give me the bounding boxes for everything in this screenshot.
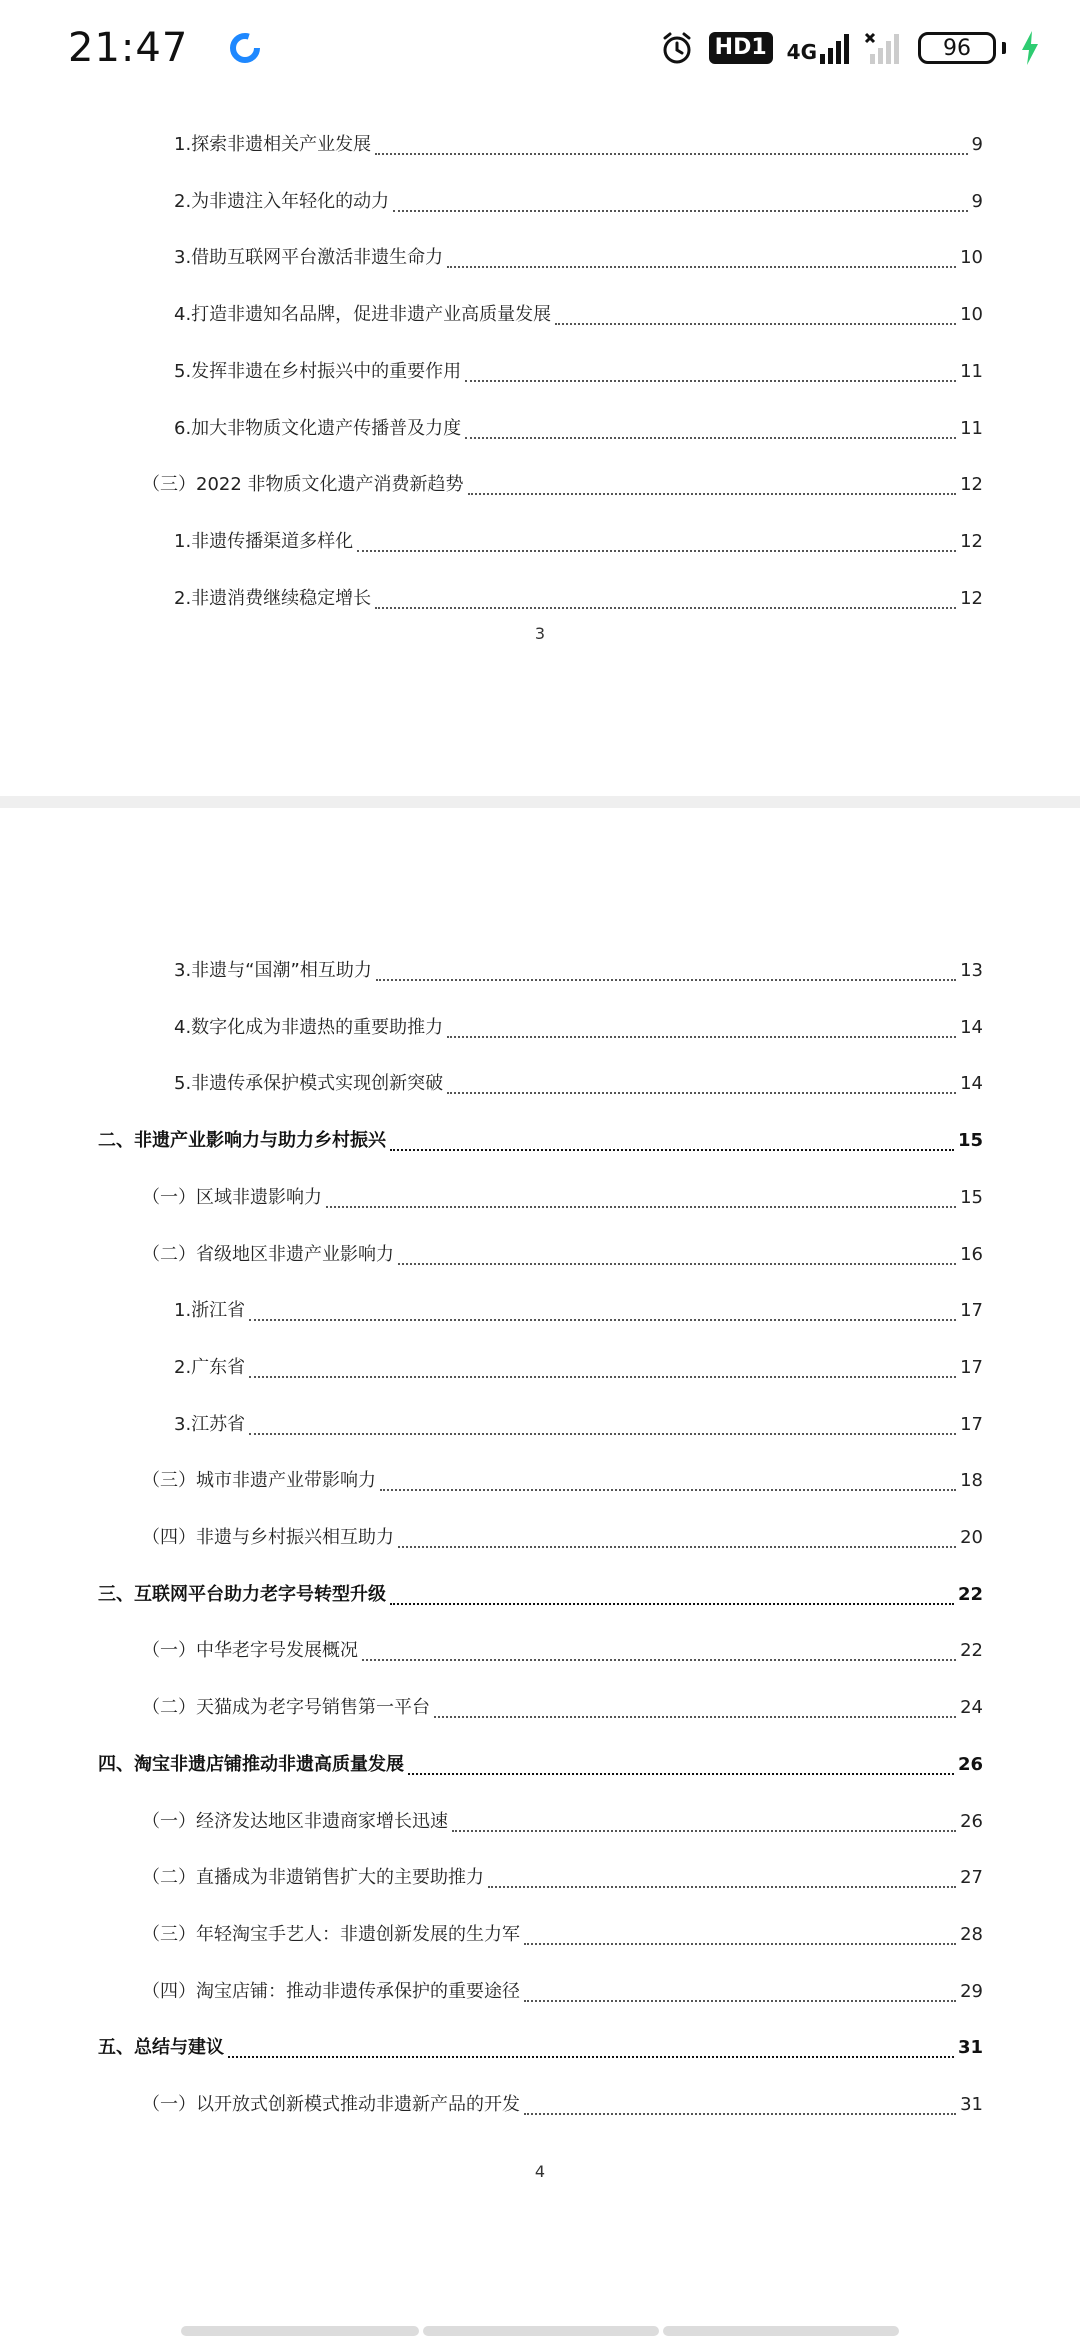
toc-entry[interactable] — [98, 1750, 983, 1776]
document-page-3 — [0, 96, 1080, 796]
horizontal-scrollbar[interactable] — [0, 2326, 1080, 2340]
toc-entry-page: 24 — [960, 1697, 983, 1719]
toc-entry-page: 26 — [960, 1810, 983, 1832]
toc-entry[interactable] — [98, 2033, 983, 2059]
toc-entry-title: 2.非遗消费继续稳定增长 — [174, 587, 372, 609]
battery-icon — [918, 32, 1006, 64]
document-page-4 — [0, 808, 1080, 2340]
toc-dot-leader — [555, 309, 956, 325]
toc-entry-page: 12 — [960, 530, 983, 552]
toc-entry[interactable] — [142, 1693, 983, 1719]
toc-entry-title: 3.非遗与“国潮”相互助力 — [174, 960, 372, 981]
toc-entry-title: （四）淘宝店铺：推动非遗传承保护的重要途径 — [142, 1980, 520, 2002]
toc-dot-leader — [452, 1816, 956, 1832]
toc-entry-page: 17 — [960, 1413, 983, 1435]
toc-entry-page: 15 — [957, 1130, 983, 1152]
alarm-icon — [659, 30, 695, 66]
signal-4g-icon — [787, 32, 850, 64]
toc-dot-leader — [228, 2042, 954, 2058]
toc-entry[interactable] — [142, 1920, 983, 1946]
toc-entry[interactable] — [142, 1240, 983, 1266]
toc-entry-title: （四）非遗与乡村振兴相互助力 — [142, 1527, 394, 1548]
toc-dot-leader — [468, 479, 957, 495]
toc-entry-title: 五、总结与建议 — [98, 2037, 224, 2059]
toc-entry-title: 二、非遗产业影响力与助力乡村振兴 — [98, 1130, 386, 1152]
toc-dot-leader — [375, 593, 956, 609]
toc-dot-leader — [447, 1022, 956, 1038]
signal-no-sim-icon — [864, 32, 904, 64]
toc-entry[interactable] — [142, 470, 983, 496]
toc-entry-page: 11 — [960, 417, 983, 439]
toc-dot-leader — [357, 536, 956, 552]
toc-entry-title: 1.浙江省 — [174, 1300, 246, 1322]
toc-entry[interactable] — [174, 130, 983, 156]
toc-entry-page: 14 — [960, 1016, 983, 1038]
toc-entry-title: （一）中华老字号发展概况 — [142, 1640, 358, 1662]
toc-entry-title: 4.数字化成为非遗热的重要助推力 — [174, 1016, 444, 1038]
hd-icon: HD1 — [709, 32, 773, 64]
toc-entry-title: 四、淘宝非遗店铺推动非遗高质量发展 — [98, 1753, 404, 1775]
toc-entry[interactable] — [142, 1523, 983, 1549]
toc-entry[interactable] — [142, 1183, 983, 1209]
toc-entry-title: （一）区域非遗影响力 — [142, 1186, 322, 1208]
toc-entry-title: 3.江苏省 — [174, 1413, 246, 1435]
toc-dot-leader — [488, 1872, 956, 1888]
toc-entry-page: 31 — [960, 2094, 983, 2115]
app-loading-icon — [228, 31, 262, 65]
toc-entry-title: （二）省级地区非遗产业影响力 — [142, 1243, 394, 1265]
toc-entry[interactable] — [174, 1296, 983, 1322]
toc-entry[interactable] — [174, 527, 983, 553]
battery-level: 96 — [943, 35, 971, 61]
toc-entry-page: 10 — [960, 247, 983, 269]
toc-entry-title: 2.为非遗注入年轻化的动力 — [174, 190, 390, 212]
toc-entry-page: 9 — [971, 190, 983, 212]
toc-dot-leader — [326, 1192, 956, 1208]
toc-dot-leader — [398, 1249, 956, 1265]
toc-dot-leader — [362, 1645, 956, 1661]
network-type-label: 4G — [786, 40, 817, 64]
toc-dot-leader — [375, 139, 967, 155]
toc-entry[interactable] — [174, 956, 983, 982]
toc-entry-page: 27 — [960, 1867, 983, 1889]
toc-entry[interactable] — [142, 2090, 983, 2116]
toc-entry-page: 26 — [957, 1753, 983, 1775]
toc-entry[interactable] — [142, 1636, 983, 1662]
charging-icon — [1020, 31, 1040, 65]
toc-entry-page: 14 — [960, 1073, 983, 1095]
toc-entry-page: 31 — [957, 2037, 983, 2059]
toc-dot-leader — [249, 1419, 956, 1435]
toc-dot-leader — [249, 1362, 956, 1378]
toc-entry-title: 5.非遗传承保护模式实现创新突破 — [174, 1073, 444, 1095]
toc-entry-page: 16 — [960, 1243, 983, 1265]
toc-entry-page: 15 — [960, 1186, 983, 1208]
page-number: 3 — [534, 624, 546, 643]
toc-dot-leader — [376, 965, 956, 981]
toc-entry-title: （一）以开放式创新模式推动非遗新产品的开发 — [142, 2094, 520, 2115]
toc-dot-leader — [465, 366, 956, 382]
toc-entry[interactable] — [142, 1807, 983, 1833]
toc-entry-title: 3.借助互联网平台激活非遗生命力 — [174, 247, 444, 269]
toc-entry[interactable] — [174, 187, 983, 213]
toc-dot-leader — [380, 1475, 956, 1491]
toc-entry-page: 20 — [960, 1527, 983, 1548]
toc-entry-page: 29 — [960, 1980, 983, 2002]
toc-entry[interactable] — [174, 300, 983, 326]
toc-entry-page: 17 — [960, 1300, 983, 1322]
toc-dot-leader — [465, 423, 956, 439]
toc-entry[interactable] — [142, 1863, 983, 1889]
toc-dot-leader — [524, 1929, 956, 1945]
toc-entry-page: 18 — [960, 1470, 983, 1492]
clock-time: 21:47 — [68, 25, 189, 71]
toc-entry[interactable] — [174, 584, 983, 610]
toc-entry-page: 11 — [960, 360, 983, 382]
toc-entry-title: （一）经济发达地区非遗商家增长迅速 — [142, 1810, 448, 1832]
toc-dot-leader — [393, 196, 967, 212]
toc-dot-leader — [447, 1078, 956, 1094]
toc-dot-leader — [398, 1532, 956, 1548]
toc-entry-page: 13 — [960, 960, 983, 981]
toc-dot-leader — [249, 1305, 956, 1321]
toc-entry-page: 10 — [960, 304, 983, 326]
toc-entry[interactable] — [98, 1126, 983, 1152]
page-separator — [0, 796, 1080, 808]
toc-entry-title: 4.打造非遗知名品牌，促进非遗产业高质量发展 — [174, 304, 552, 326]
toc-entry[interactable] — [142, 1977, 983, 2003]
toc-entry-title: 三、互联网平台助力老字号转型升级 — [98, 1583, 386, 1605]
toc-entry[interactable] — [174, 357, 983, 383]
toc-dot-leader — [390, 1589, 954, 1605]
toc-entry[interactable] — [174, 1013, 983, 1039]
toc-entry-title: （三）年轻淘宝手艺人：非遗创新发展的生力军 — [142, 1923, 520, 1945]
toc-entry-page: 22 — [957, 1583, 983, 1605]
toc-entry[interactable] — [174, 243, 983, 269]
toc-dot-leader — [434, 1702, 956, 1718]
toc-entry[interactable] — [174, 1410, 983, 1436]
toc-entry[interactable] — [142, 1466, 983, 1492]
page-number: 4 — [534, 2162, 546, 2181]
toc-entry-title: 2.广东省 — [174, 1356, 246, 1378]
toc-entry-page: 12 — [960, 587, 983, 609]
toc-entry-page: 12 — [960, 474, 983, 496]
toc-entry-title: （二）直播成为非遗销售扩大的主要助推力 — [142, 1867, 484, 1889]
toc-dot-leader — [408, 1759, 954, 1775]
toc-entry-page: 22 — [960, 1640, 983, 1662]
toc-entry-title: （三）城市非遗产业带影响力 — [142, 1470, 376, 1492]
toc-entry-page: 17 — [960, 1356, 983, 1378]
toc-entry-page: 9 — [971, 134, 983, 155]
toc-dot-leader — [390, 1135, 954, 1151]
toc-dot-leader — [524, 1986, 956, 2002]
toc-entry-title: 1.探索非遗相关产业发展 — [174, 134, 372, 155]
toc-dot-leader — [524, 2099, 956, 2115]
toc-entry-page: 28 — [960, 1923, 983, 1945]
toc-entry-title: 6.加大非物质文化遗产传播普及力度 — [174, 417, 462, 439]
toc-entry[interactable] — [174, 1353, 983, 1379]
toc-entry-title: 5.发挥非遗在乡村振兴中的重要作用 — [174, 360, 462, 382]
toc-entry[interactable] — [174, 1069, 983, 1095]
status-bar — [0, 0, 1080, 96]
toc-entry-title: （三）2022 非物质文化遗产消费新趋势 — [142, 474, 464, 496]
toc-dot-leader — [447, 252, 956, 268]
toc-entry-title: （二）天猫成为老字号销售第一平台 — [142, 1697, 430, 1719]
toc-entry[interactable] — [98, 1580, 983, 1606]
toc-entry[interactable] — [174, 414, 983, 440]
toc-entry-title: 1.非遗传播渠道多样化 — [174, 530, 354, 552]
